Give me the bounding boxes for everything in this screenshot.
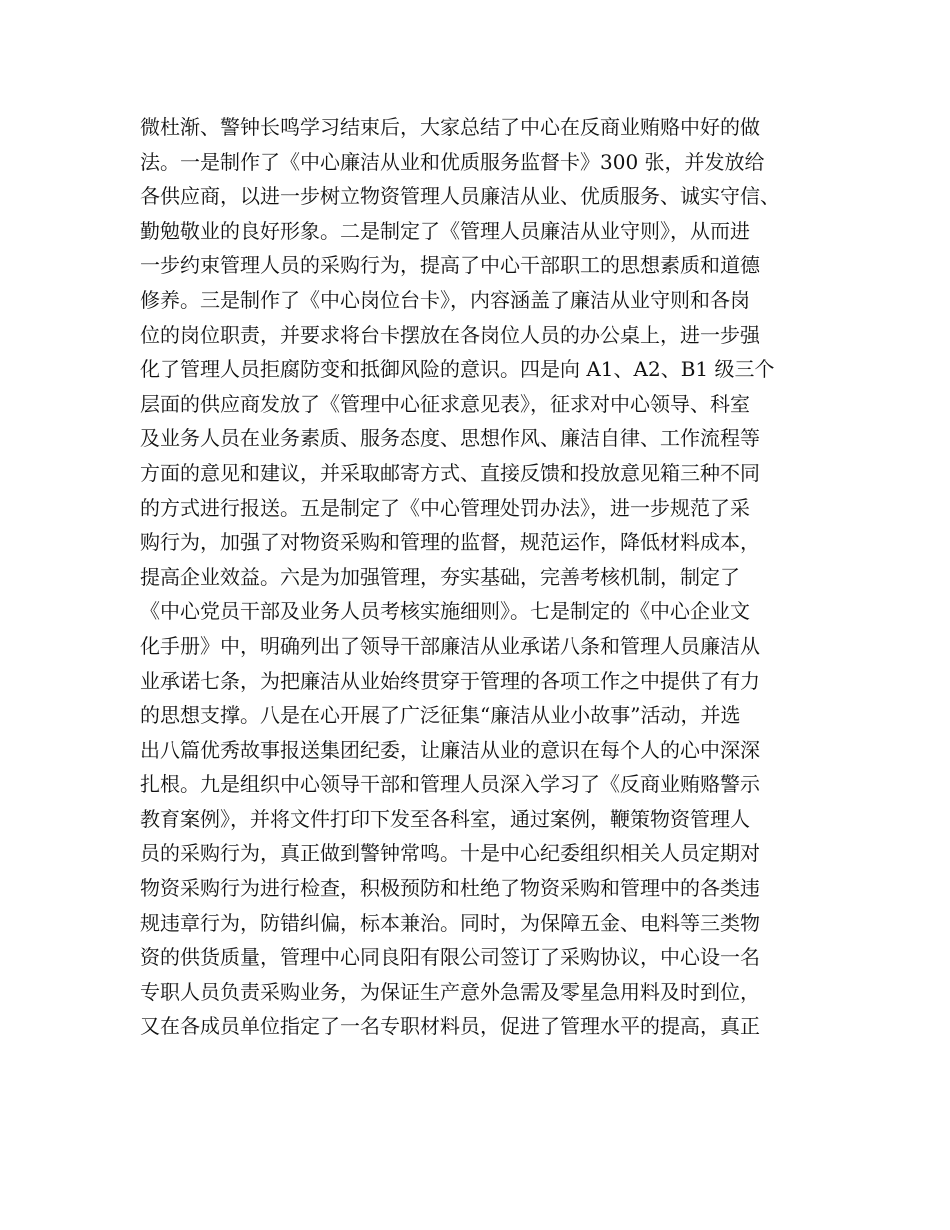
text-line: 出八篇优秀故事报送集团纪委，让廉洁从业的意识在每个人的心中深深 [140, 737, 760, 762]
text-line: 教育案例》，并将文件打印下发至各科室，通过案例，鞭策物资管理人 [140, 806, 750, 831]
text-line: 物资采购行为进行检查，积极预防和杜绝了物资采购和管理中的各类违 [140, 876, 760, 901]
text-line: 化手册》中，明确列出了领导干部廉洁从业承诺八条和管理人员廉洁从 [140, 633, 760, 658]
text-line: 的方式进行报送。五是制定了《中心管理处罚办法》，进一步规范了采 [140, 495, 750, 520]
text-line: 提高企业效益。六是为加强管理，夯实基础，完善考核机制，制定了 [140, 564, 740, 589]
text-line: 专职人员负责采购业务，为保证生产意外急需及零星急用料及时到位， [140, 979, 760, 1004]
text-line: 勤勉敬业的良好形象。二是制定了《管理人员廉洁从业守则》，从而进 [140, 218, 750, 243]
text-line: 及业务人员在业务素质、服务态度、思想作风、廉洁自律、工作流程等 [140, 426, 760, 451]
text-line: 层面的供应商发放了《管理中心征求意见表》，征求对中心领导、科室 [140, 391, 750, 416]
body-paragraph [140, 110, 840, 1044]
text-line: 资的供货质量，管理中心同良阳有限公司签订了采购协议，中心设一名 [140, 945, 760, 970]
text-line: 又在各成员单位指定了一名专职材料员，促进了管理水平的提高，真正 [140, 1014, 760, 1039]
text-line: 修养。三是制作了《中心岗位台卡》，内容涵盖了廉洁从业守则和各岗 [140, 287, 750, 312]
text-line: 《中心党员干部及业务人员考核实施细则》。七是制定的《中心企业文 [140, 599, 750, 624]
text-line: 规违章行为，防错纠偏，标本兼治。同时，为保障五金、电料等三类物 [140, 910, 760, 935]
text-line: 购行为，加强了对物资采购和管理的监督，规范运作，降低材料成本， [140, 530, 760, 555]
text-line: 微杜渐、警钟长鸣学习结束后，大家总结了中心在反商业贿赂中好的做 [140, 115, 760, 139]
text-line: 方面的意见和建议，并采取邮寄方式、直接反馈和投放意见箱三种不同 [140, 460, 760, 485]
text-line: 位的岗位职责，并要求将台卡摆放在各岗位人员的办公桌上，进一步强 [140, 322, 760, 347]
text-line: 法。一是制作了《中心廉洁从业和优质服务监督卡》300 张，并发放给 [140, 149, 765, 174]
text-line: 业承诺七条，为把廉洁从业始终贯穿于管理的各项工作之中提供了有力 [140, 668, 760, 693]
text-line: 扎根。九是组织中心领导干部和管理人员深入学习了《反商业贿赂警示 [140, 772, 760, 797]
text-line: 化了管理人员拒腐防变和抵御风险的意识。四是向 A1、A2、B1 级三个 [140, 357, 775, 382]
text-line: 的思想支撑。八是在心开展了广泛征集“廉洁从业小故事”活动，并选 [140, 703, 741, 728]
text-line: 一步约束管理人员的采购行为，提高了中心干部职工的思想素质和道德 [140, 253, 760, 278]
text-line: 员的采购行为，真正做到警钟常鸣。十是中心纪委组织相关人员定期对 [140, 841, 760, 866]
text-line: 各供应商，以进一步树立物资管理人员廉洁从业、优质服务、诚实守信、 [140, 184, 780, 209]
